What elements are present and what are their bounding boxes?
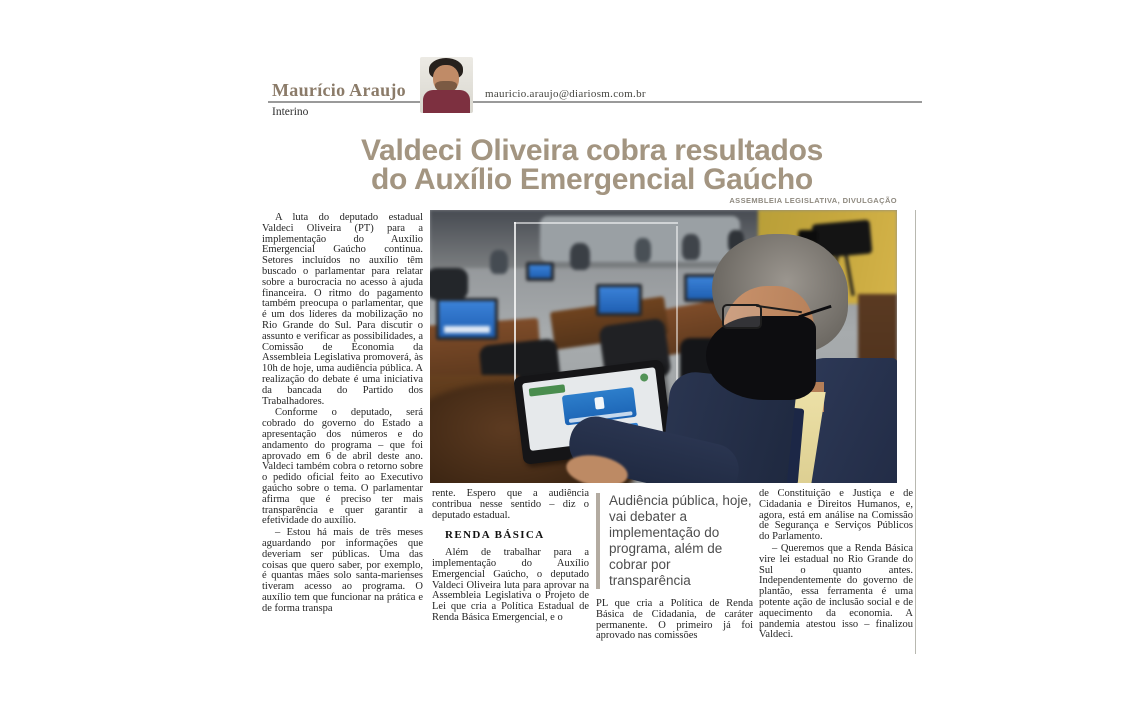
- headline-line-1: Valdeci Oliveira cobra resultados: [361, 134, 823, 167]
- headline: [262, 136, 922, 194]
- photo-credit: ASSEMBLEIA LEGISLATIVA, DIVULGAÇÃO: [729, 196, 897, 205]
- author-headshot: [420, 57, 473, 113]
- desk-monitor: [596, 284, 642, 316]
- article-column-4: [759, 489, 913, 641]
- background-person: [635, 238, 651, 262]
- plexiglass-divider: [514, 222, 678, 224]
- paragraph: PL que cria a Política de Renda Básica de Cidadania, de caráter permanente. O primeiro já foi aprovado nas comissões: [596, 598, 753, 642]
- author-email: mauricio.araujo@diariosm.com.br: [485, 88, 646, 100]
- headline-line-2: do Auxílio Emergencial Gaúcho: [371, 163, 813, 196]
- paragraph: – Estou há mais de três meses aguardando por informações que deveriam ser públicas. Uma das coisas que quero saber, por exemplo, é quantas mães solo santa-marienses tiveram acesso ao programa. O auxílio tem que funcionar na prática e de forma transpa: [262, 527, 423, 614]
- background-person: [490, 250, 508, 274]
- paragraph: rente. Espero que a audiência contribua nesse sentido – diz o deputado estadual.: [432, 488, 589, 521]
- paragraph: – Queremos que a Renda Básica vire lei estadual no Rio Grande do Sul o quanto antes. Independentemente do governo de plantão, essa ferramenta é uma potente ação de inclusão social e de aquecimento da economia. A pandemia atestou isso – finalizou Valdeci.: [759, 542, 913, 641]
- pull-quote: Audiência pública, hoje, vai debater a implementação do programa, além de cobrar por transparência: [596, 493, 753, 589]
- desk-monitor: [436, 298, 498, 340]
- paragraph: de Constituição e Justiça e de Cidadania e Direitos Humanos, e, agora, está em análise na Comissão de Segurança e Serviços Públicos do Parlamento.: [759, 488, 913, 543]
- desk-monitor: [526, 262, 554, 281]
- headshot-shirt: [423, 90, 470, 113]
- article-column-2: [432, 489, 589, 624]
- assembly-chair: [430, 268, 468, 300]
- paragraph: A luta do deputado estadual Valdeci Oliveira (PT) para a implementação do Auxílio Emergencial Gaúcho continua. Setores incluídos no auxílio têm buscado o parlamentar para relatar sobre a burocracia no acesso à ajuda financeira. O ritmo do pagamento também preocupa o parlamentar, que é um dos líderes da mobilização no Rio Grande do Sul. Para discutir o assunto e verificar as possibilidades, a Comissão de Economia da Assembleia Legislativa promoverá, às 10h de hoje, uma audiência pública. A realização do debate é uma iniciativa da bancada do Partido dos Trabalhadores.: [262, 212, 423, 407]
- article-photo: [430, 210, 897, 483]
- paragraph: Conforme o deputado, será cobrado do governo do Estado a apresentação dos números e do andamento do programa – que foi aprovado em 6 de abril deste ano. Valdeci também cobra o retorno sobre o pedido oficial feito ao Executivo gaúcho sobre o tema. O parlamentar afirma que é preciso ter mais transparência e quer garantir a efetividade do auxílio.: [262, 407, 423, 527]
- glasses: [722, 304, 762, 329]
- article-column-3: [596, 489, 753, 642]
- author-role: Interino: [272, 106, 309, 118]
- paragraph: Além de trabalhar para a implementação do Auxílio Emergencial Gaúcho, o deputado Valdeci Oliveira luta para aprovar na Assembleia Legislativa o Projeto de Lei que cria a Política Estadual de Renda Básica Emergencial, e o: [432, 547, 589, 623]
- author-name: Maurício Araujo: [272, 80, 406, 100]
- column-rule: [915, 210, 916, 654]
- background-person: [570, 243, 590, 270]
- background-person: [682, 234, 700, 260]
- article-column-1: [262, 213, 423, 614]
- section-subhead: RENDA BÁSICA: [445, 529, 545, 542]
- byline-divider: [268, 101, 922, 103]
